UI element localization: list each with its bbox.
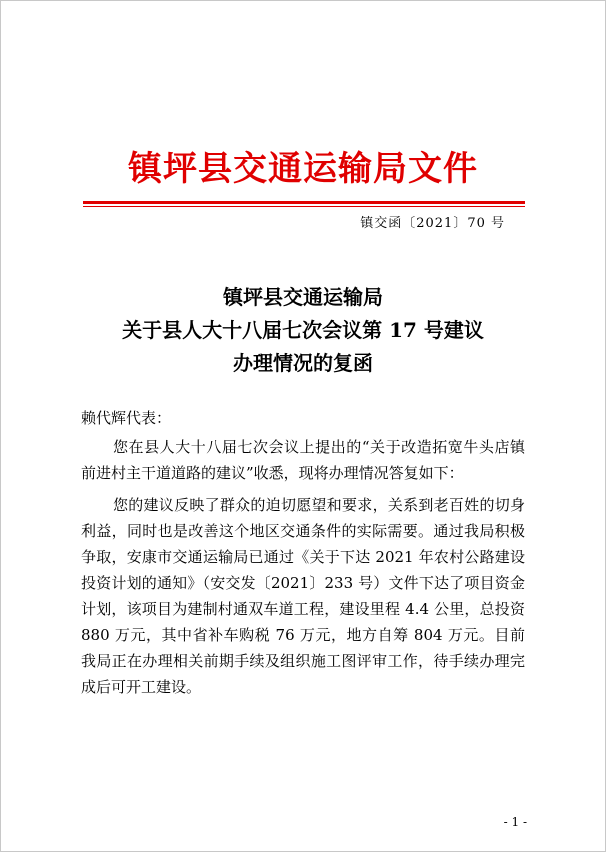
body-paragraph-2: 您的建议反映了群众的迫切愿望和要求，关系到老百姓的切身利益，同时也是改善这个地区交通条件的实际需要。通过我局积极争取，安康市交通运输局已通过《关于下达 2021 年农村公路建设投资计划的通知》（安交发〔2021〕233 号）文件下达了项目资金计划，该项目为建制村通双车道工程，建设里程 4.4 公里，总投资 880 万元，其中省补车购税 76 万元，地方自筹 804 万元。目前我局正在办理相关前期手续及组织施工图评审工作，待手续办理完成后可开工建设。	[81, 496, 525, 696]
title-line-1: 镇坪县交通运输局	[223, 285, 383, 309]
title-line-3: 办理情况的复函	[233, 351, 373, 375]
page-number: - 1 -	[503, 815, 527, 829]
salutation: 赖代辉代表：	[81, 409, 172, 427]
header-red-rule-thick	[83, 201, 525, 204]
body-paragraph-1: 您在县人大十八届七次会议上提出的“关于改造拓宽牛头店镇前进村主干道道路的建议”收悉，现将办理情况答复如下：	[81, 438, 525, 482]
document-header-title: 镇坪县交通运输局文件	[128, 149, 478, 189]
document-number: 镇交函〔2021〕70 号	[360, 216, 505, 231]
title-line-2: 关于县人大十八届七次会议第 17 号建议	[122, 318, 484, 342]
header-red-rule-thin	[83, 206, 525, 207]
